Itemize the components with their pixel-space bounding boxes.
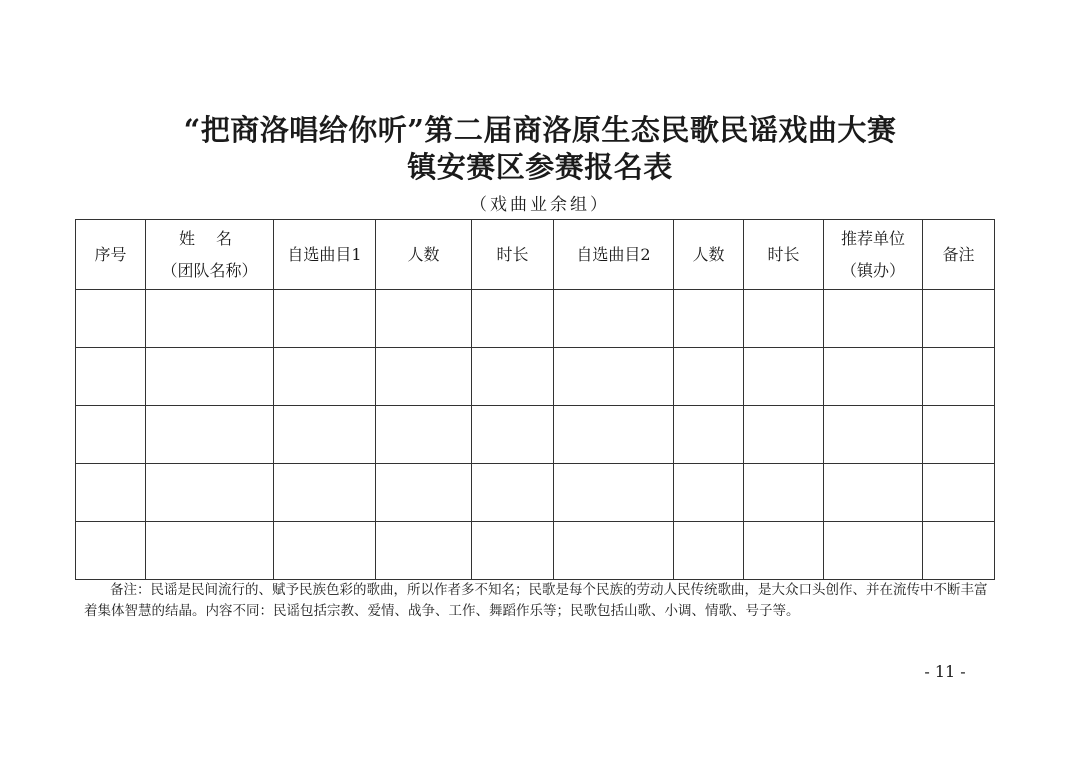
table-cell-song1[interactable]: [274, 348, 376, 406]
table-row: [76, 348, 995, 406]
header-name-line1: 姓 名: [178, 228, 241, 248]
table-cell-song2[interactable]: [554, 290, 674, 348]
table-cell-seq[interactable]: [76, 464, 146, 522]
table-cell-unit[interactable]: [824, 406, 923, 464]
table-cell-song1[interactable]: [274, 406, 376, 464]
table-cell-song2[interactable]: [554, 522, 674, 580]
table-cell-count2[interactable]: [674, 348, 744, 406]
table-cell-unit[interactable]: [824, 464, 923, 522]
table-cell-seq[interactable]: [76, 522, 146, 580]
table-cell-remark[interactable]: [923, 406, 995, 464]
header-seq: 序号: [76, 220, 146, 290]
table-cell-duration2[interactable]: [744, 348, 824, 406]
table-cell-seq[interactable]: [76, 348, 146, 406]
table-cell-remark[interactable]: [923, 290, 995, 348]
table-cell-duration2[interactable]: [744, 522, 824, 580]
table-cell-remark[interactable]: [923, 464, 995, 522]
table-cell-song1[interactable]: [274, 290, 376, 348]
footnote-remark: 备注：民谣是民间流行的、赋予民族色彩的歌曲，所以作者多不知名；民歌是每个民族的劳动人民传统歌曲，是大众口头创作、并在流传中不断丰富着集体智慧的结晶。内容不同：民谣包括宗教、爱情、战争、工作、舞蹈作乐等；民歌包括山歌、小调、情歌、号子等。: [84, 582, 988, 619]
table-cell-count2[interactable]: [674, 290, 744, 348]
table-cell-duration2[interactable]: [744, 406, 824, 464]
header-duration1: 时长: [472, 220, 554, 290]
form-title-line2: 镇安赛区参赛报名表: [407, 150, 673, 184]
table-cell-duration1[interactable]: [472, 348, 554, 406]
table-cell-name[interactable]: [146, 406, 274, 464]
table-cell-seq[interactable]: [76, 290, 146, 348]
table-cell-duration2[interactable]: [744, 290, 824, 348]
table-cell-unit[interactable]: [824, 522, 923, 580]
form-subtitle: （戏曲业余组）: [470, 195, 610, 215]
table-cell-count1[interactable]: [376, 348, 472, 406]
table-row: [76, 290, 995, 348]
header-count2: 人数: [674, 220, 744, 290]
table-cell-name[interactable]: [146, 522, 274, 580]
form-title-line1: “把商洛唱给你听”第二届商洛原生态民歌民谣戏曲大赛: [183, 113, 897, 147]
table-cell-remark[interactable]: [923, 348, 995, 406]
table-cell-count1[interactable]: [376, 464, 472, 522]
header-song1: 自选曲目1: [274, 220, 376, 290]
header-song2: 自选曲目2: [554, 220, 674, 290]
table-cell-unit[interactable]: [824, 290, 923, 348]
table-cell-count2[interactable]: [674, 464, 744, 522]
table-cell-duration1[interactable]: [472, 290, 554, 348]
table-cell-name[interactable]: [146, 348, 274, 406]
header-name-line2: （团队名称）: [161, 260, 258, 280]
table-row: [76, 522, 995, 580]
header-duration2: 时长: [744, 220, 824, 290]
header-unit: [824, 220, 923, 290]
table-cell-duration2[interactable]: [744, 464, 824, 522]
table-row: [76, 464, 995, 522]
table-body: [76, 290, 995, 580]
table-cell-song2[interactable]: [554, 406, 674, 464]
table-cell-song1[interactable]: [274, 464, 376, 522]
table-cell-count2[interactable]: [674, 406, 744, 464]
header-unit-line2: （镇办）: [840, 260, 905, 280]
table-header-row: [76, 220, 995, 290]
header-count1: 人数: [376, 220, 472, 290]
table-cell-count1[interactable]: [376, 290, 472, 348]
table-cell-song1[interactable]: [274, 522, 376, 580]
table-cell-duration1[interactable]: [472, 406, 554, 464]
table-cell-name[interactable]: [146, 290, 274, 348]
table-cell-duration1[interactable]: [472, 522, 554, 580]
header-unit-line1: 推荐单位: [840, 228, 905, 248]
table-cell-count1[interactable]: [376, 522, 472, 580]
table-cell-remark[interactable]: [923, 522, 995, 580]
registration-table: [75, 219, 995, 580]
table-cell-name[interactable]: [146, 464, 274, 522]
header-name: [146, 220, 274, 290]
table-row: [76, 406, 995, 464]
table-cell-count2[interactable]: [674, 522, 744, 580]
table-cell-seq[interactable]: [76, 406, 146, 464]
table-cell-duration1[interactable]: [472, 464, 554, 522]
header-remark: 备注: [923, 220, 995, 290]
table-cell-song2[interactable]: [554, 464, 674, 522]
page-number: - 11 -: [924, 662, 966, 681]
table-cell-count1[interactable]: [376, 406, 472, 464]
table-cell-unit[interactable]: [824, 348, 923, 406]
table-cell-song2[interactable]: [554, 348, 674, 406]
